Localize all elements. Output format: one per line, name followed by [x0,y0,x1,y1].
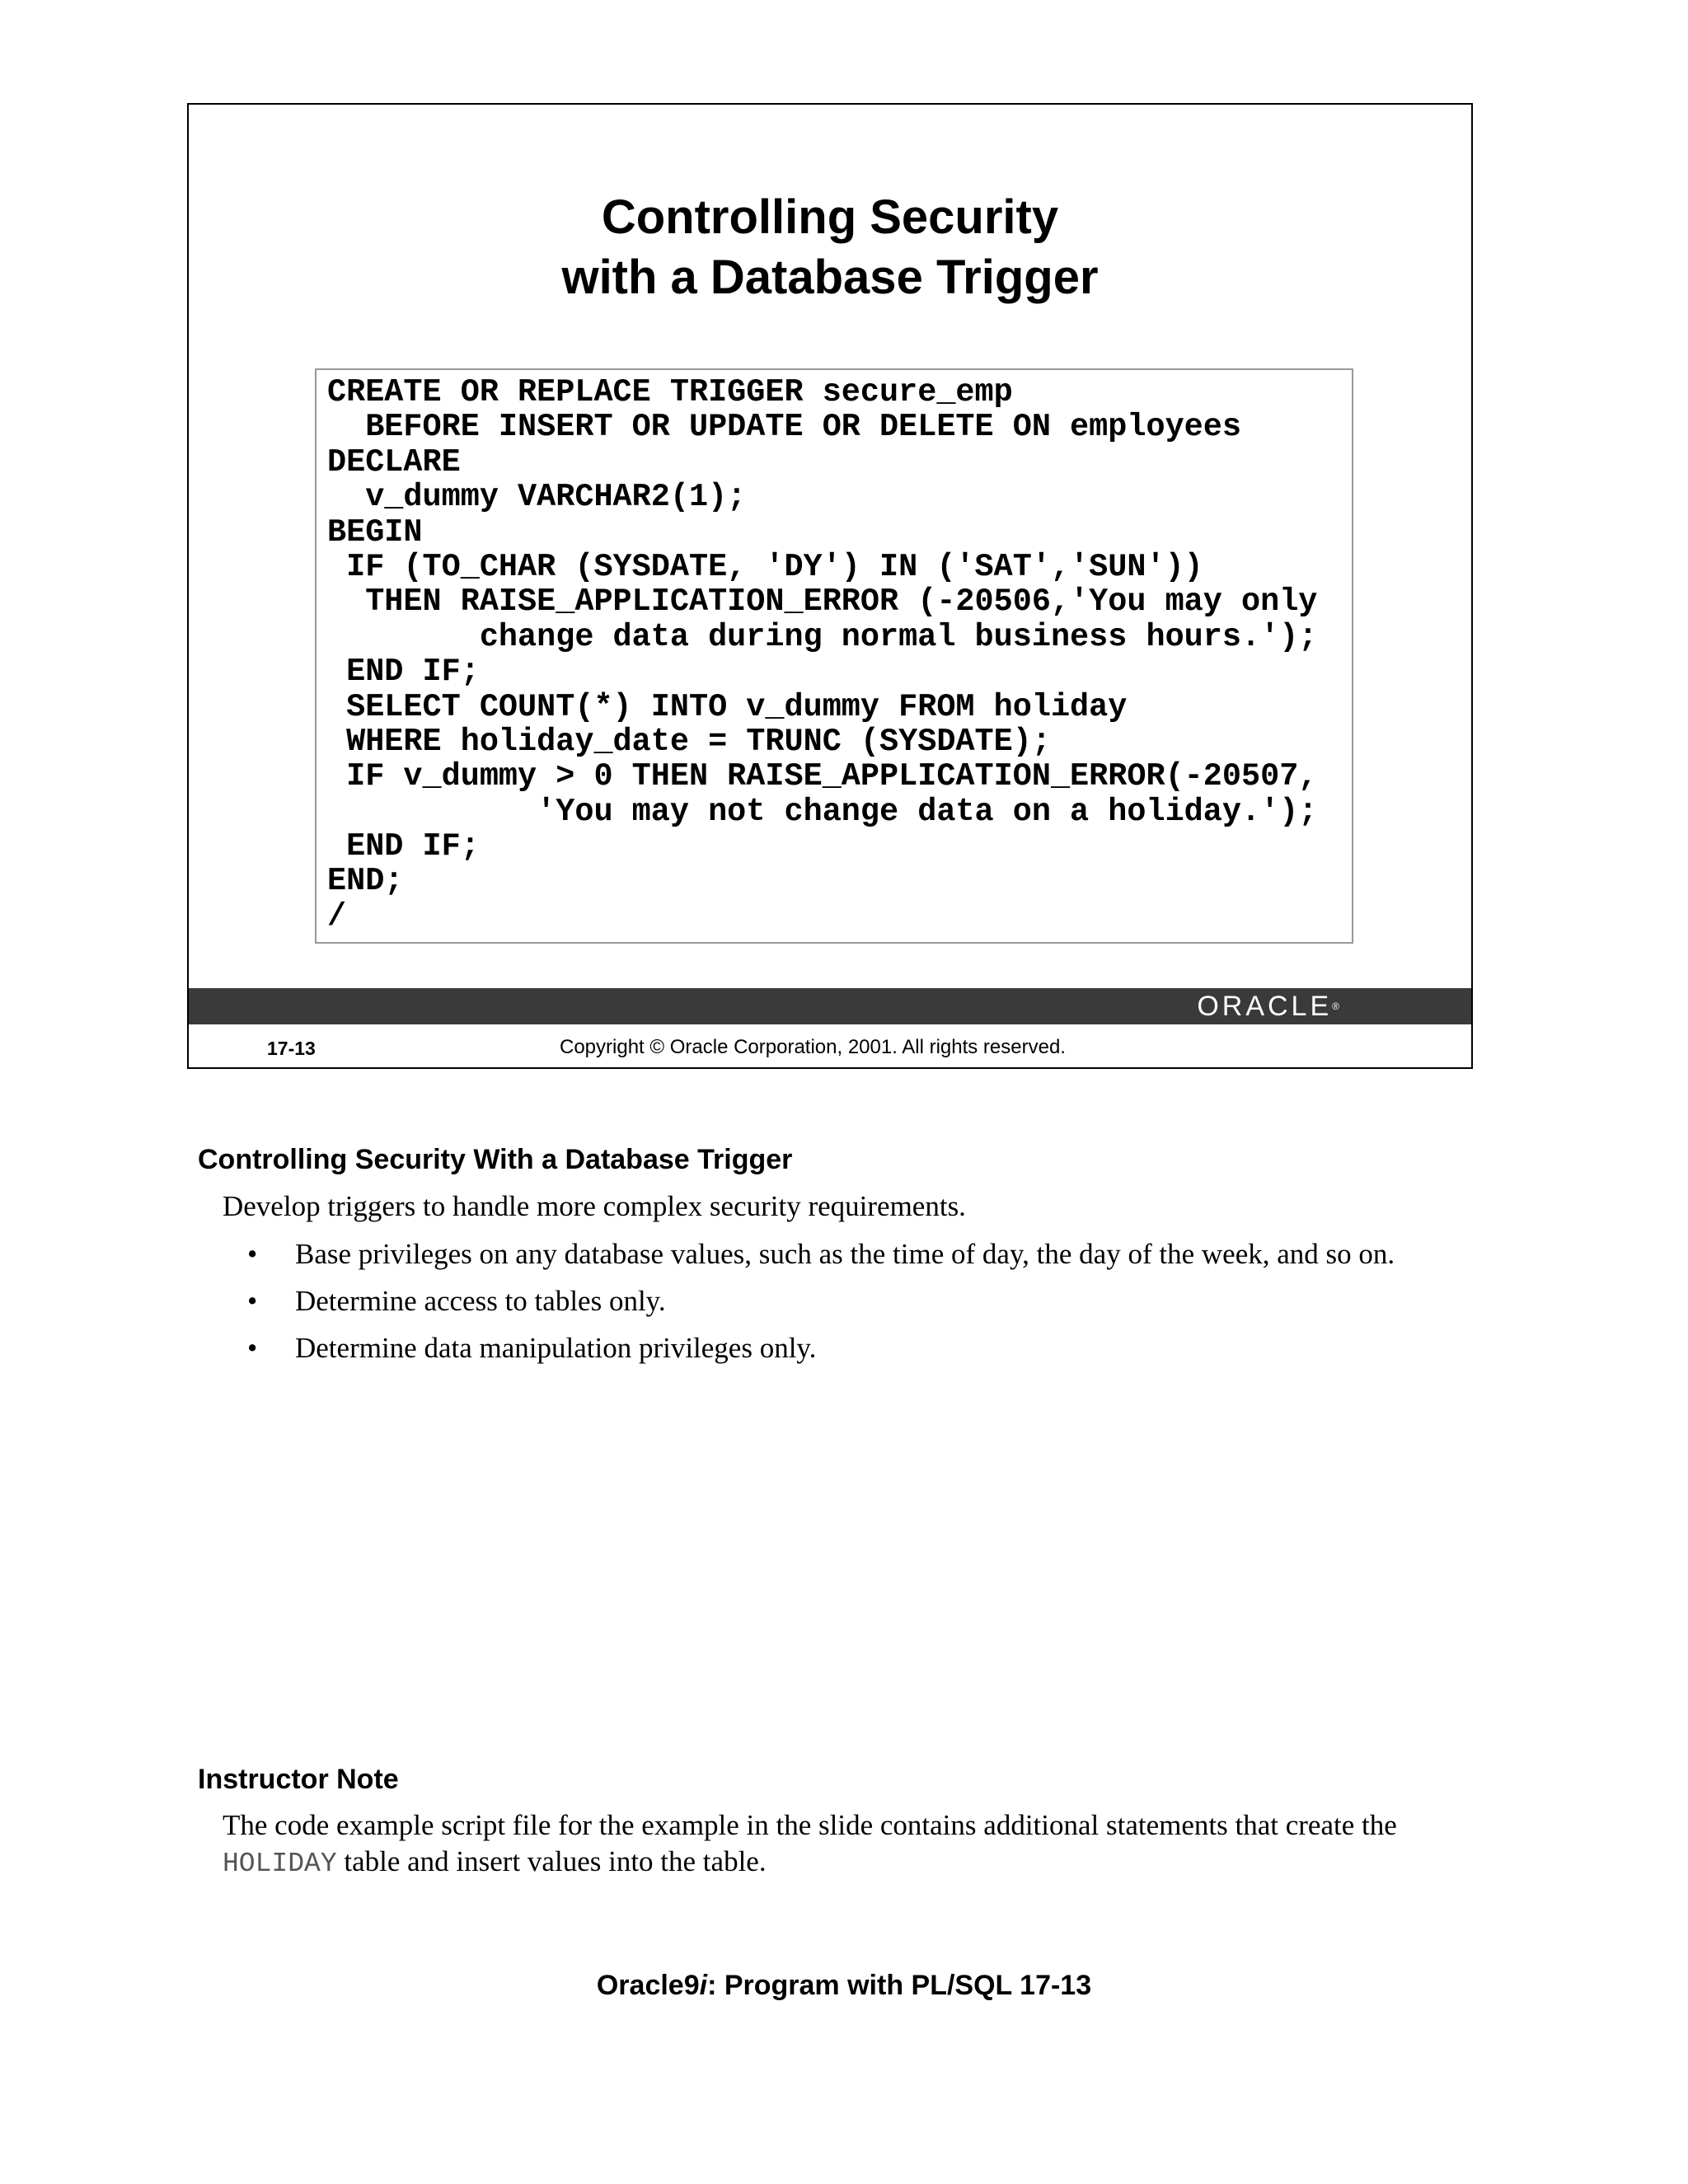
code-line: change data during normal business hours.'); [327,618,1318,655]
registered-mark: ® [1332,1001,1339,1012]
notes-intro: Develop triggers to handle more complex security requirements. [223,1190,966,1222]
code-line: SELECT COUNT(*) INTO v_dummy FROM holiday [327,688,1128,725]
bullet-icon: • [247,1285,258,1317]
code-line: IF (TO_CHAR (SYSDATE, 'DY') IN ('SAT','SUN')) [327,548,1203,585]
list-item-text: Determine data manipulation privileges only. [295,1332,817,1364]
footer-product-italic: i [699,1970,708,2001]
list-item-text: Determine access to tables only. [295,1285,666,1317]
list-item-text: Base privileges on any database values, such as the time of day, the day of the week, and so on. [295,1238,1395,1270]
bullet-icon: • [247,1238,258,1270]
bullet-icon: • [247,1332,258,1364]
code-line: BEGIN [327,513,423,551]
instructor-note-heading: Instructor Note [198,1764,399,1795]
oracle-logo-text: ORACLE [1197,991,1333,1022]
code-block [315,368,1353,944]
footer-rest: : Program with PL/SQL 17-13 [707,1970,1092,2001]
slide-frame [187,103,1473,1069]
code-line: 'You may not change data on a holiday.'); [327,793,1318,830]
code-line: WHERE holiday_date = TRUNC (SYSDATE); [327,723,1051,760]
code-line: BEFORE INSERT OR UPDATE OR DELETE ON employees [327,409,1241,446]
list-item [247,1283,666,1319]
list-item [247,1330,816,1366]
instructor-note-text-part-2: table and insert values into the table. [336,1845,767,1877]
code-line: END IF; [327,828,480,865]
instructor-note-text [223,1807,1558,1882]
code-line: v_dummy VARCHAR2(1); [327,479,747,516]
footer-product: Oracle9 [596,1970,700,2001]
code-line: IF v_dummy > 0 THEN RAISE_APPLICATION_ERROR(-20507, [327,758,1318,795]
page-footer [0,1970,1688,2002]
instructor-note-text-part-1: The code example script file for the example in the slide contains additional statements that create the [223,1809,1397,1841]
copyright-notice: Copyright © Oracle Corporation, 2001. All rights reserved. [560,1036,1066,1058]
oracle-logo [1197,991,1339,1021]
list-item [247,1236,1395,1272]
holiday-code-word: HOLIDAY [223,1849,337,1879]
code-line: DECLARE [327,443,461,480]
code-line: END IF; [327,654,480,691]
code-line: END; [327,863,404,900]
slide-number: 17-13 [267,1038,316,1059]
slide-title [189,187,1471,307]
notes-heading: Controlling Security With a Database Trigger [198,1144,793,1175]
code-line: / [327,898,347,935]
slide-title-line-2: with a Database Trigger [561,251,1099,304]
slide-title-line-1: Controlling Security [601,190,1059,244]
code-line: CREATE OR REPLACE TRIGGER secure_emp [327,374,1013,410]
oracle-footer-bar [189,988,1471,1024]
code-line: THEN RAISE_APPLICATION_ERROR (-20506,'You may only [327,583,1318,621]
